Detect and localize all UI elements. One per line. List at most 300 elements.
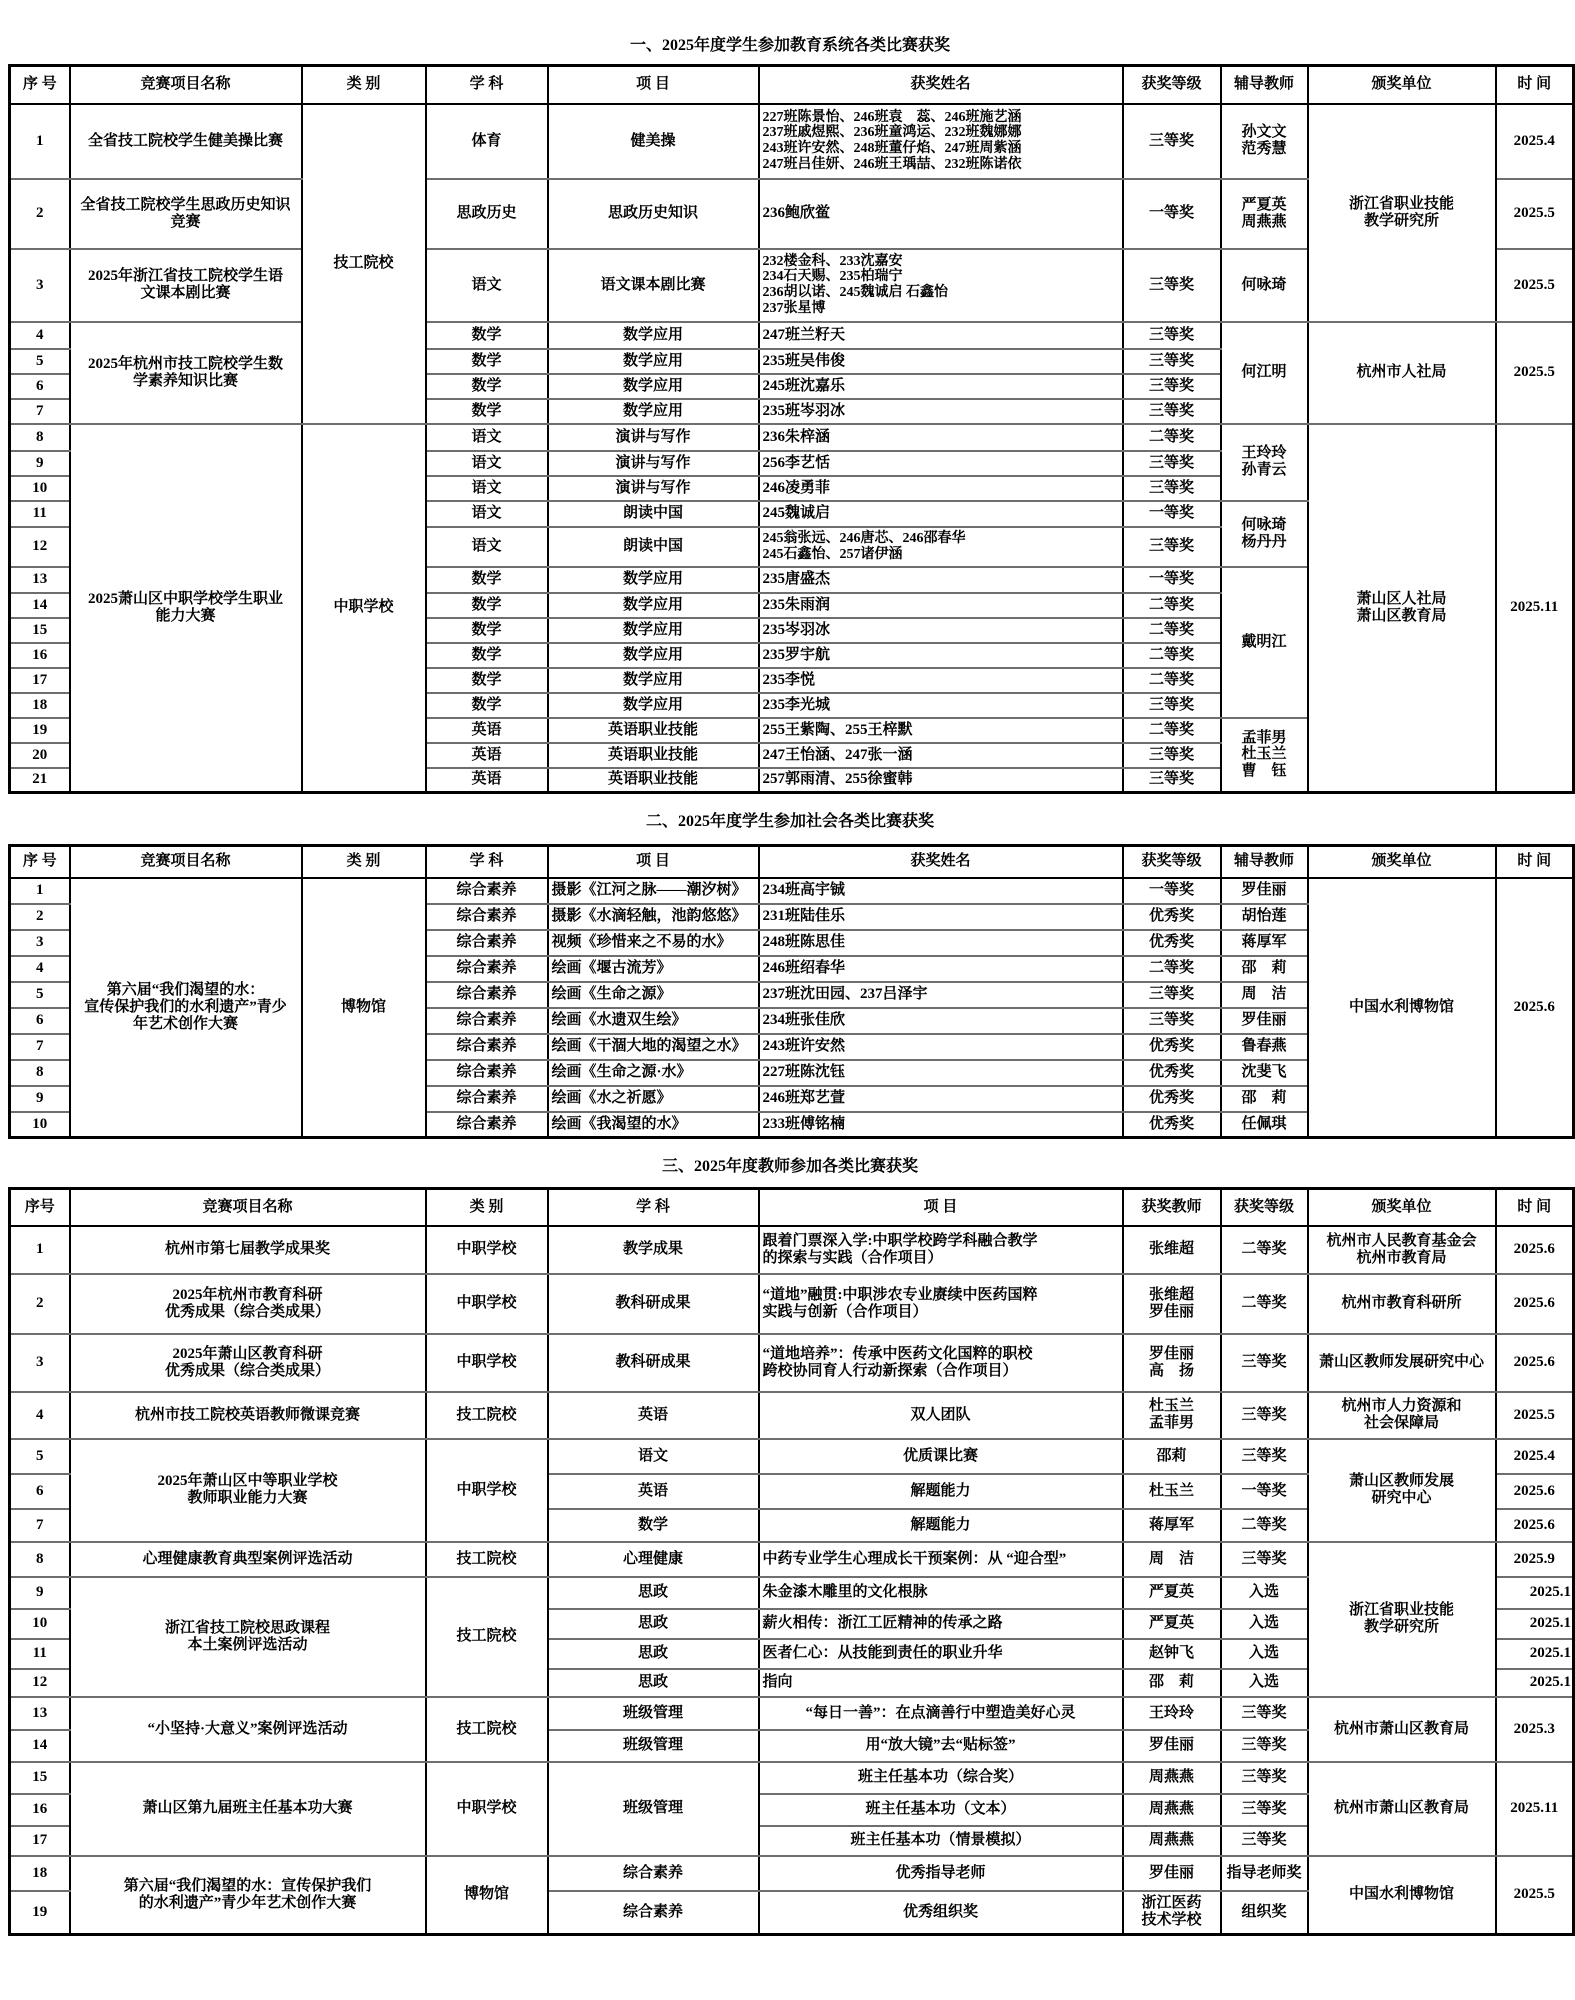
table-cell: 严夏英 xyxy=(1123,1609,1221,1639)
table-cell: 三等奖 xyxy=(1123,743,1221,768)
table-cell: 11 xyxy=(10,501,70,527)
table-row xyxy=(10,1392,1574,1439)
column-header: 序号 xyxy=(10,1189,70,1226)
table-cell: 绘画《生命之源·水》 xyxy=(548,1060,759,1086)
table-cell: 5 xyxy=(10,349,70,374)
table-cell: 三等奖 xyxy=(1221,1697,1308,1730)
table-cell: 2025.6 xyxy=(1496,1334,1574,1392)
table-cell: 10 xyxy=(10,1112,70,1138)
table-cell: 数学 xyxy=(426,374,548,399)
table-cell: 三等奖 xyxy=(1123,527,1221,567)
table-cell: 三等奖 xyxy=(1221,1762,1308,1794)
table-cell: 入选 xyxy=(1221,1577,1308,1609)
table-cell: 综合素养 xyxy=(426,1086,548,1112)
table-cell: 235李悦 xyxy=(759,668,1123,693)
table-cell: 杜玉兰 孟菲男 xyxy=(1123,1392,1221,1439)
table-cell: “道地”融贯:中职涉农专业赓续中医药国粹 实践与创新（合作项目） xyxy=(759,1274,1123,1334)
table-cell: 235班岑羽冰 xyxy=(759,399,1123,424)
table-row xyxy=(10,424,1574,451)
table-cell: 杭州市第七届教学成果奖 xyxy=(70,1226,426,1274)
table-cell: 三等奖 xyxy=(1123,982,1221,1008)
table-cell: 245翁张远、246唐芯、246邵春华 245石鑫怡、257诸伊涵 xyxy=(759,527,1123,567)
table-cell: 王玲玲 xyxy=(1123,1697,1221,1730)
table-row xyxy=(10,878,1574,904)
table-cell: 7 xyxy=(10,1509,70,1542)
table-row xyxy=(10,1856,1574,1891)
table-cell: 入选 xyxy=(1221,1639,1308,1669)
table-cell: 任佩琪 xyxy=(1221,1112,1308,1138)
table-cell: 5 xyxy=(10,1439,70,1474)
table-cell: 2025.1 xyxy=(1496,1609,1574,1639)
table-cell: 246凌勇菲 xyxy=(759,476,1123,501)
table-cell: 三等奖 xyxy=(1221,1439,1308,1474)
table-cell: 综合素养 xyxy=(426,878,548,904)
table-cell: 14 xyxy=(10,593,70,618)
table-cell: 绘画《水之祈愿》 xyxy=(548,1086,759,1112)
table-cell: 杭州市人力资源和 社会保障局 xyxy=(1308,1392,1496,1439)
table-cell: 杭州市萧山区教育局 xyxy=(1308,1762,1496,1856)
table-row xyxy=(10,322,1574,349)
table-cell: 236鲍欣鲎 xyxy=(759,179,1123,249)
table-cell: 2 xyxy=(10,1274,70,1334)
table-cell: 2025年萧山区教育科研 优秀成果（综合类成果） xyxy=(70,1334,426,1392)
table-cell: 杭州市教育科研所 xyxy=(1308,1274,1496,1334)
table-cell: 绘画《堰古流芳》 xyxy=(548,956,759,982)
table-cell: 孟菲男 杜玉兰 曹 钰 xyxy=(1221,718,1308,793)
table-cell: 2025.9 xyxy=(1496,1542,1574,1577)
table-cell: 杭州市人社局 xyxy=(1308,322,1496,424)
column-header: 获奖教师 xyxy=(1123,1189,1221,1226)
table-cell: 博物馆 xyxy=(426,1856,548,1935)
table-cell: 20 xyxy=(10,743,70,768)
table-cell: 双人团队 xyxy=(759,1392,1123,1439)
table-cell: 班主任基本功（情景模拟） xyxy=(759,1826,1123,1856)
section-title-students-society: 二、2025年度学生参加社会各类比赛获奖 xyxy=(645,813,934,830)
table-cell: 6 xyxy=(10,374,70,399)
table-row xyxy=(10,104,1574,179)
section-title-teachers: 三、2025年度教师参加各类比赛获奖 xyxy=(661,1158,918,1175)
table-cell: 语文 xyxy=(426,527,548,567)
table-cell: 2025.1 xyxy=(1496,1577,1574,1609)
table-cell: 优秀组织奖 xyxy=(759,1891,1123,1935)
table-cell: 萧山区教师发展 研究中心 xyxy=(1308,1439,1496,1542)
table-cell: 赵钟飞 xyxy=(1123,1639,1221,1669)
awards-table-teachers xyxy=(8,1187,1575,1936)
table-cell: 二等奖 xyxy=(1123,643,1221,668)
table-cell: 8 xyxy=(10,1542,70,1577)
table-cell: 教科研成果 xyxy=(548,1334,759,1392)
table-cell: 数学应用 xyxy=(548,322,759,349)
table-cell: 视频《珍惜来之不易的水》 xyxy=(548,930,759,956)
table-cell: 英语职业技能 xyxy=(548,743,759,768)
table-cell: 思政 xyxy=(548,1639,759,1669)
table-cell: 18 xyxy=(10,1856,70,1891)
column-header: 类 别 xyxy=(302,66,426,104)
table-cell: 医者仁心：从技能到责任的职业升华 xyxy=(759,1639,1123,1669)
column-header: 类 别 xyxy=(302,846,426,878)
table-cell: 语文 xyxy=(426,476,548,501)
column-header: 学 科 xyxy=(426,846,548,878)
table-cell: 思政历史 xyxy=(426,179,548,249)
table-cell: 247王怡涵、247张一涵 xyxy=(759,743,1123,768)
table-cell: 语文 xyxy=(426,424,548,451)
table-cell: 一等奖 xyxy=(1123,179,1221,249)
table-cell: 朗读中国 xyxy=(548,501,759,527)
table-cell: 21 xyxy=(10,768,70,793)
table-cell: 数学 xyxy=(426,668,548,693)
table-cell: 3 xyxy=(10,249,70,322)
table-cell: 二等奖 xyxy=(1221,1509,1308,1542)
table-cell: 语文 xyxy=(426,451,548,476)
table-cell: 思政 xyxy=(548,1609,759,1639)
table-cell: 全省技工院校学生思政历史知识 竞赛 xyxy=(70,179,302,249)
table-cell: 第六届“我们渴望的水： 宣传保护我们的水利遗产”青少 年艺术创作大赛 xyxy=(70,878,302,1138)
table-cell: 二等奖 xyxy=(1123,718,1221,743)
table-cell: 三等奖 xyxy=(1123,249,1221,322)
column-header: 时 间 xyxy=(1496,1189,1574,1226)
table-cell: 入选 xyxy=(1221,1609,1308,1639)
table-cell: 13 xyxy=(10,1697,70,1730)
table-cell: 数学应用 xyxy=(548,693,759,718)
table-cell: 246班绍春华 xyxy=(759,956,1123,982)
table-cell: 杭州市萧山区教育局 xyxy=(1308,1697,1496,1762)
table-cell: “每日一善”：在点滴善行中塑造美好心灵 xyxy=(759,1697,1123,1730)
table-cell: 综合素养 xyxy=(426,1008,548,1034)
table-cell: 2025年萧山区中等职业学校 教师职业能力大赛 xyxy=(70,1439,426,1542)
table-cell: 235李光城 xyxy=(759,693,1123,718)
table-cell: 10 xyxy=(10,476,70,501)
table-cell: 2025年杭州市教育科研 优秀成果（综合类成果） xyxy=(70,1274,426,1334)
table-cell: 心理健康教育典型案例评选活动 xyxy=(70,1542,426,1577)
table-cell: 班主任基本功（文本） xyxy=(759,1794,1123,1826)
table-cell: 胡怡莲 xyxy=(1221,904,1308,930)
table-cell: 18 xyxy=(10,693,70,718)
table-cell: 237班沈田园、237吕泽宇 xyxy=(759,982,1123,1008)
table-cell: 周燕燕 xyxy=(1123,1794,1221,1826)
table-cell: 数学应用 xyxy=(548,374,759,399)
table-cell: “道地培养”：传承中医药文化国粹的职校 跨校协同育人行动新探索（合作项目） xyxy=(759,1334,1123,1392)
column-header: 竞赛项目名称 xyxy=(70,846,302,878)
table-cell: 三等奖 xyxy=(1221,1794,1308,1826)
table-cell: 语文 xyxy=(426,501,548,527)
table-cell: 数学 xyxy=(426,567,548,593)
column-header: 辅导教师 xyxy=(1221,846,1308,878)
table-cell: 255王紫陶、255王梓默 xyxy=(759,718,1123,743)
table-cell: 257郭雨清、255徐蜜韩 xyxy=(759,768,1123,793)
table-cell: 用“放大镜”去“贴标签” xyxy=(759,1730,1123,1762)
table-cell: 综合素养 xyxy=(426,1112,548,1138)
table-cell: 2025年浙江省技工院校学生语 文课本剧比赛 xyxy=(70,249,302,322)
table-cell: 数学应用 xyxy=(548,399,759,424)
table-cell: 三等奖 xyxy=(1221,1730,1308,1762)
table-cell: 班主任基本功（综合奖） xyxy=(759,1762,1123,1794)
column-header: 序 号 xyxy=(10,846,70,878)
table-cell: 技工院校 xyxy=(426,1542,548,1577)
table-cell: 技工院校 xyxy=(426,1577,548,1697)
table-cell: 7 xyxy=(10,1034,70,1060)
table-cell: 三等奖 xyxy=(1123,1008,1221,1034)
column-header: 获奖等级 xyxy=(1221,1189,1308,1226)
table-cell: 语文 xyxy=(426,249,548,322)
table-cell: 8 xyxy=(10,1060,70,1086)
table-cell: 6 xyxy=(10,1008,70,1034)
table-cell: 中职学校 xyxy=(426,1226,548,1274)
table-cell: 综合素养 xyxy=(426,956,548,982)
table-cell: 健美操 xyxy=(548,104,759,179)
table-cell: 三等奖 xyxy=(1123,768,1221,793)
table-cell: 一等奖 xyxy=(1123,567,1221,593)
table-cell: 9 xyxy=(10,451,70,476)
column-header: 类 别 xyxy=(426,1189,548,1226)
column-header: 获奖等级 xyxy=(1123,66,1221,104)
column-header: 竞赛项目名称 xyxy=(70,66,302,104)
table-cell: 杭州市人民教育基金会 杭州市教育局 xyxy=(1308,1226,1496,1274)
table-cell: 中职学校 xyxy=(426,1439,548,1542)
table-cell: 周燕燕 xyxy=(1123,1826,1221,1856)
table-cell: 数学 xyxy=(426,322,548,349)
table-cell: 班级管理 xyxy=(548,1697,759,1730)
table-cell: 萧山区教师发展研究中心 xyxy=(1308,1334,1496,1392)
table-cell: 综合素养 xyxy=(426,1034,548,1060)
table-row xyxy=(10,1334,1574,1392)
table-cell: 2025.5 xyxy=(1496,249,1574,322)
table-cell: 中药专业学生心理成长干预案例：从 “迎合型” xyxy=(759,1542,1123,1577)
table-cell: 摄影《江河之脉——潮汐树》 xyxy=(548,878,759,904)
table-cell: 4 xyxy=(10,956,70,982)
table-cell: 246班郑艺萱 xyxy=(759,1086,1123,1112)
column-header: 时 间 xyxy=(1496,846,1574,878)
table-cell: 语文 xyxy=(548,1439,759,1474)
table-cell: 指向 xyxy=(759,1669,1123,1697)
table-cell: 思政 xyxy=(548,1669,759,1697)
table-cell: 浙江省技工院校思政课程 本土案例评选活动 xyxy=(70,1577,426,1697)
table-cell: “小坚持·大意义”案例评选活动 xyxy=(70,1697,426,1762)
table-row xyxy=(10,1542,1574,1577)
table-cell: 247班兰籽天 xyxy=(759,322,1123,349)
table-cell: 三等奖 xyxy=(1221,1334,1308,1392)
table-cell: 2025.4 xyxy=(1496,104,1574,179)
table-cell: 12 xyxy=(10,527,70,567)
table-cell: 9 xyxy=(10,1577,70,1609)
table-cell: 英语 xyxy=(548,1392,759,1439)
table-cell: 1 xyxy=(10,1226,70,1274)
table-cell: 二等奖 xyxy=(1123,424,1221,451)
table-cell: 二等奖 xyxy=(1123,668,1221,693)
header-row xyxy=(10,1189,1574,1226)
table-cell: 2 xyxy=(10,904,70,930)
table-cell: 解题能力 xyxy=(759,1509,1123,1542)
table-cell: 17 xyxy=(10,1826,70,1856)
table-cell: 邵 莉 xyxy=(1221,956,1308,982)
table-cell: 256李艺恬 xyxy=(759,451,1123,476)
table-cell: 数学 xyxy=(426,349,548,374)
table-cell: 综合素养 xyxy=(548,1856,759,1891)
data-table xyxy=(8,1187,1575,1936)
table-cell: 数学应用 xyxy=(548,349,759,374)
table-cell: 232楼金科、233沈嘉安 234石天赐、235柏瑞宁 236胡以诺、245魏诚启 石鑫怡 237张星博 xyxy=(759,249,1123,322)
table-cell: 5 xyxy=(10,982,70,1008)
table-cell: 思政 xyxy=(548,1577,759,1609)
column-header: 颁奖单位 xyxy=(1308,846,1496,878)
table-cell: 萧山区人社局 萧山区教育局 xyxy=(1308,424,1496,793)
table-cell: 英语 xyxy=(426,743,548,768)
table-cell: 周 洁 xyxy=(1221,982,1308,1008)
table-cell: 234班高宇铖 xyxy=(759,878,1123,904)
table-cell: 教学成果 xyxy=(548,1226,759,1274)
table-cell: 233班傅铭楠 xyxy=(759,1112,1123,1138)
table-cell: 周 洁 xyxy=(1123,1542,1221,1577)
column-header: 项 目 xyxy=(548,846,759,878)
table-cell: 中职学校 xyxy=(426,1274,548,1334)
table-cell: 245魏诚启 xyxy=(759,501,1123,527)
table-cell: 数学 xyxy=(426,593,548,618)
table-cell: 优秀奖 xyxy=(1123,1086,1221,1112)
table-row xyxy=(10,1226,1574,1274)
table-cell: 三等奖 xyxy=(1123,399,1221,424)
table-cell: 17 xyxy=(10,668,70,693)
table-cell: 张维超 罗佳丽 xyxy=(1123,1274,1221,1334)
table-cell: 绘画《生命之源》 xyxy=(548,982,759,1008)
column-header: 颁奖单位 xyxy=(1308,66,1496,104)
table-cell: 演讲与写作 xyxy=(548,424,759,451)
table-cell: 7 xyxy=(10,399,70,424)
table-cell: 数学 xyxy=(426,399,548,424)
data-table xyxy=(8,844,1575,1139)
table-cell: 体育 xyxy=(426,104,548,179)
table-cell: 技工院校 xyxy=(426,1697,548,1762)
table-cell: 2025.6 xyxy=(1496,1274,1574,1334)
table-cell: 邵莉 xyxy=(1123,1439,1221,1474)
table-cell: 二等奖 xyxy=(1123,956,1221,982)
column-header: 竞赛项目名称 xyxy=(70,1189,426,1226)
table-cell: 248班陈思佳 xyxy=(759,930,1123,956)
table-cell: 英语职业技能 xyxy=(548,718,759,743)
table-cell: 一等奖 xyxy=(1221,1474,1308,1509)
table-cell: 数学 xyxy=(426,693,548,718)
table-cell: 演讲与写作 xyxy=(548,451,759,476)
table-cell: 2025.5 xyxy=(1496,322,1574,424)
table-cell: 罗佳丽 xyxy=(1123,1856,1221,1891)
table-cell: 英语 xyxy=(426,718,548,743)
table-cell: 严夏英 周燕燕 xyxy=(1221,179,1308,249)
table-cell: 2025.3 xyxy=(1496,1697,1574,1762)
table-cell: 三等奖 xyxy=(1123,322,1221,349)
table-cell: 解题能力 xyxy=(759,1474,1123,1509)
table-cell: 12 xyxy=(10,1669,70,1697)
table-cell: 浙江省职业技能 教学研究所 xyxy=(1308,104,1496,322)
table-cell: 综合素养 xyxy=(426,982,548,1008)
table-cell: 数学 xyxy=(426,643,548,668)
table-cell: 优秀奖 xyxy=(1123,1060,1221,1086)
table-cell: 中职学校 xyxy=(302,424,426,793)
table-cell: 9 xyxy=(10,1086,70,1112)
table-cell: 罗佳丽 xyxy=(1221,878,1308,904)
table-cell: 蒋厚军 xyxy=(1221,930,1308,956)
table-cell: 全省技工院校学生健美操比赛 xyxy=(70,104,302,179)
table-cell: 三等奖 xyxy=(1123,374,1221,399)
table-cell: 心理健康 xyxy=(548,1542,759,1577)
table-cell: 优秀奖 xyxy=(1123,1112,1221,1138)
table-cell: 4 xyxy=(10,1392,70,1439)
table-cell: 英语 xyxy=(548,1474,759,1509)
table-cell: 优秀指导老师 xyxy=(759,1856,1123,1891)
table-cell: 15 xyxy=(10,618,70,643)
table-row xyxy=(10,1274,1574,1334)
table-cell: 萧山区第九届班主任基本功大赛 xyxy=(70,1762,426,1856)
table-cell: 技工院校 xyxy=(426,1392,548,1439)
table-cell: 周燕燕 xyxy=(1123,1762,1221,1794)
column-header: 项 目 xyxy=(548,66,759,104)
table-cell: 何江明 xyxy=(1221,322,1308,424)
table-cell: 综合素养 xyxy=(548,1891,759,1935)
table-cell: 235朱雨润 xyxy=(759,593,1123,618)
table-cell: 234班张佳欣 xyxy=(759,1008,1123,1034)
table-cell: 综合素养 xyxy=(426,1060,548,1086)
table-cell: 2025.6 xyxy=(1496,1226,1574,1274)
table-cell: 1 xyxy=(10,878,70,904)
table-cell: 227班陈沈钰 xyxy=(759,1060,1123,1086)
table-cell: 绘画《干涸大地的渴望之水》 xyxy=(548,1034,759,1060)
table-cell: 236朱梓涵 xyxy=(759,424,1123,451)
table-cell: 何咏琦 xyxy=(1221,249,1308,322)
table-cell: 杜玉兰 xyxy=(1123,1474,1221,1509)
column-header: 颁奖单位 xyxy=(1308,1189,1496,1226)
table-row xyxy=(10,1762,1574,1794)
table-cell: 2025.4 xyxy=(1496,1439,1574,1474)
table-cell: 班级管理 xyxy=(548,1762,759,1856)
column-header: 辅导教师 xyxy=(1221,66,1308,104)
table-cell: 朱金漆木雕里的文化根脉 xyxy=(759,1577,1123,1609)
table-cell: 组织奖 xyxy=(1221,1891,1308,1935)
table-cell: 2025.6 xyxy=(1496,1474,1574,1509)
table-cell: 三等奖 xyxy=(1123,476,1221,501)
table-cell: 231班陆佳乐 xyxy=(759,904,1123,930)
table-cell: 15 xyxy=(10,1762,70,1794)
table-cell: 技工院校 xyxy=(302,104,426,424)
table-cell: 孙文文 范秀慧 xyxy=(1221,104,1308,179)
table-cell: 朗读中国 xyxy=(548,527,759,567)
table-cell: 绘画《水遗双生绘》 xyxy=(548,1008,759,1034)
table-cell: 浙江医药 技术学校 xyxy=(1123,1891,1221,1935)
table-cell: 优质课比赛 xyxy=(759,1439,1123,1474)
table-cell: 思政历史知识 xyxy=(548,179,759,249)
table-cell: 2025年杭州市技工院校学生数 学素养知识比赛 xyxy=(70,322,302,424)
table-cell: 优秀奖 xyxy=(1123,1034,1221,1060)
table-cell: 沈斐飞 xyxy=(1221,1060,1308,1086)
table-cell: 3 xyxy=(10,1334,70,1392)
table-cell: 2025.11 xyxy=(1496,424,1574,793)
table-cell: 三等奖 xyxy=(1221,1826,1308,1856)
table-cell: 数学应用 xyxy=(548,643,759,668)
table-cell: 二等奖 xyxy=(1221,1226,1308,1274)
table-cell: 一等奖 xyxy=(1123,878,1221,904)
table-cell: 2025.6 xyxy=(1496,878,1574,1138)
table-cell: 罗佳丽 高 扬 xyxy=(1123,1334,1221,1392)
table-cell: 摄影《水滴轻触，池韵悠悠》 xyxy=(548,904,759,930)
table-cell: 三等奖 xyxy=(1221,1542,1308,1577)
table-cell: 邵 莉 xyxy=(1123,1669,1221,1697)
table-cell: 13 xyxy=(10,567,70,593)
table-cell: 中国水利博物馆 xyxy=(1308,1856,1496,1935)
table-cell: 第六届“我们渴望的水：宣传保护我们 的水利遗产”青少年艺术创作大赛 xyxy=(70,1856,426,1935)
table-cell: 14 xyxy=(10,1730,70,1762)
table-cell: 3 xyxy=(10,930,70,956)
table-cell: 三等奖 xyxy=(1123,104,1221,179)
table-cell: 杭州市技工院校英语教师微课竞赛 xyxy=(70,1392,426,1439)
table-cell: 数学应用 xyxy=(548,567,759,593)
table-cell: 4 xyxy=(10,322,70,349)
table-cell: 综合素养 xyxy=(426,930,548,956)
